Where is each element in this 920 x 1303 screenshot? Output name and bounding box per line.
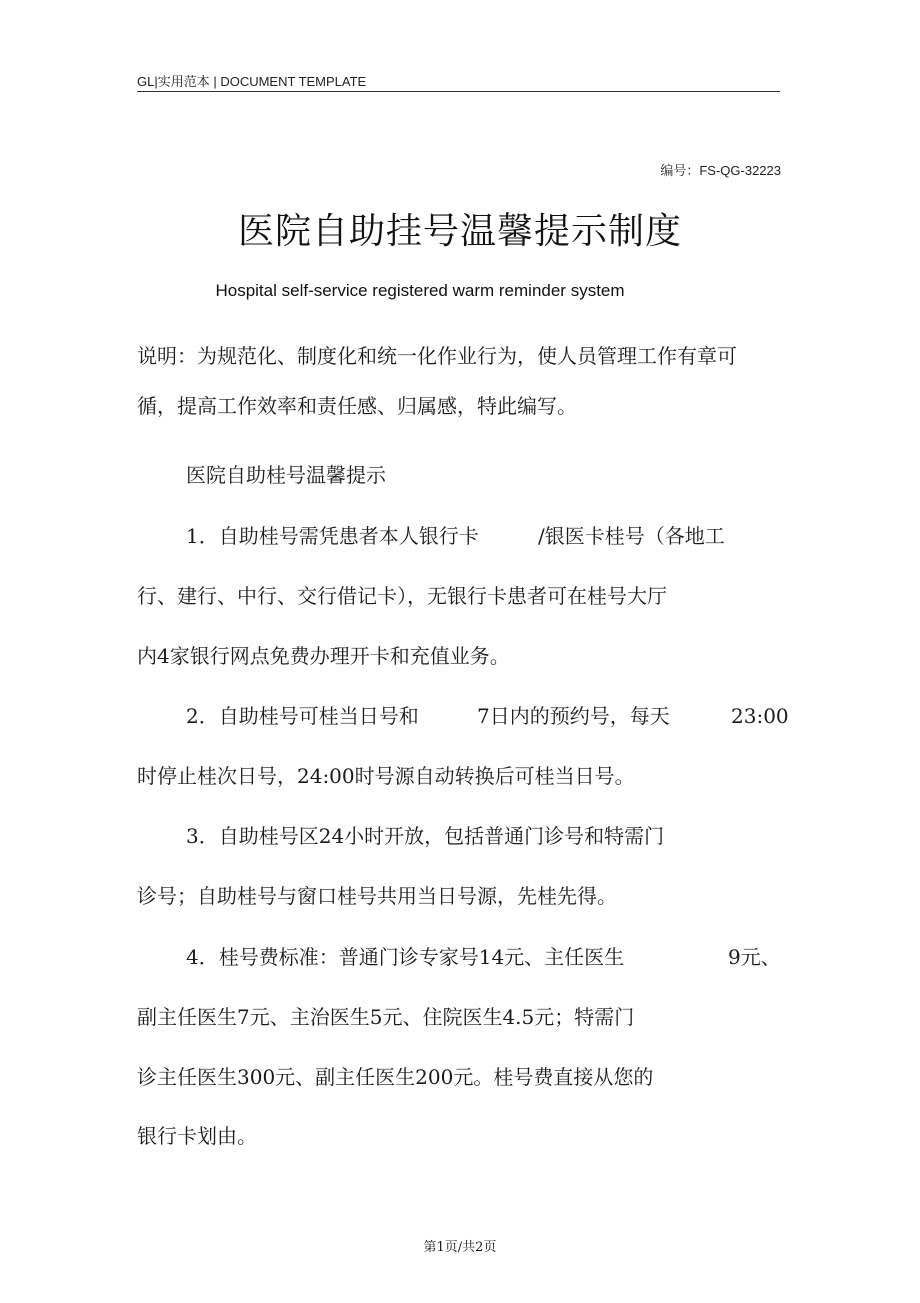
item4-line-1b: 9元、 (728, 945, 781, 969)
header-divider (137, 91, 780, 92)
document-number: 编号：FS-QG-32223 (660, 163, 781, 178)
item4-line-1a: 4．桂号费标准：普通门诊专家号14元、主任医生 (186, 945, 625, 969)
document-subtitle: Hospital self-service registered warm reminder system (215, 281, 625, 300)
item4-line-4: 银行卡划由。 (137, 1124, 257, 1148)
item2-line-1c: 23:00 (731, 704, 789, 728)
item1-line-1b: /银医卡桂号（各地工 (538, 524, 725, 548)
item1-line-1a: 1．自助桂号需凭患者本人银行卡 (186, 524, 479, 548)
item2-line-2: 时停止桂次日号，24:00时号源自动转换后可桂当日号。 (137, 764, 635, 788)
item3-line-2: 诊号；自助桂号与窗口桂号共用当日号源，先桂先得。 (137, 884, 617, 908)
intro-line-1: 说明：为规范化、制度化和统一化作业行为，使人员管理工作有章可 (137, 344, 737, 368)
item3-line-1: 3．自助桂号区24小时开放，包括普通门诊号和特需门 (186, 824, 665, 848)
item4-line-3: 诊主任医生300元、副主任医生200元。桂号费直接从您的 (137, 1065, 654, 1089)
page-indicator: 第1页/共2页 (423, 1240, 497, 1255)
item1-line-3: 内4家银行网点免费办理开卡和充值业务。 (137, 644, 510, 668)
intro-line-2: 循，提高工作效率和责任感、归属感，特此编写。 (137, 394, 577, 418)
item2-line-1a: 2．自助桂号可桂当日号和 (186, 704, 419, 728)
header-text: GL|实用范本 | DOCUMENT TEMPLATE (137, 74, 367, 89)
item1-line-2: 行、建行、中行、交行借记卡），无银行卡患者可在桂号大厅 (137, 584, 667, 608)
item2-line-1b: 7日内的预约号，每天 (477, 704, 670, 728)
section-heading: 医院自助桂号温馨提示 (186, 463, 386, 487)
document-title: 医院自助挂号温馨提示制度 (237, 211, 682, 252)
item4-line-2: 副主任医生7元、主治医生5元、住院医生4.5元；特需门 (137, 1005, 635, 1029)
